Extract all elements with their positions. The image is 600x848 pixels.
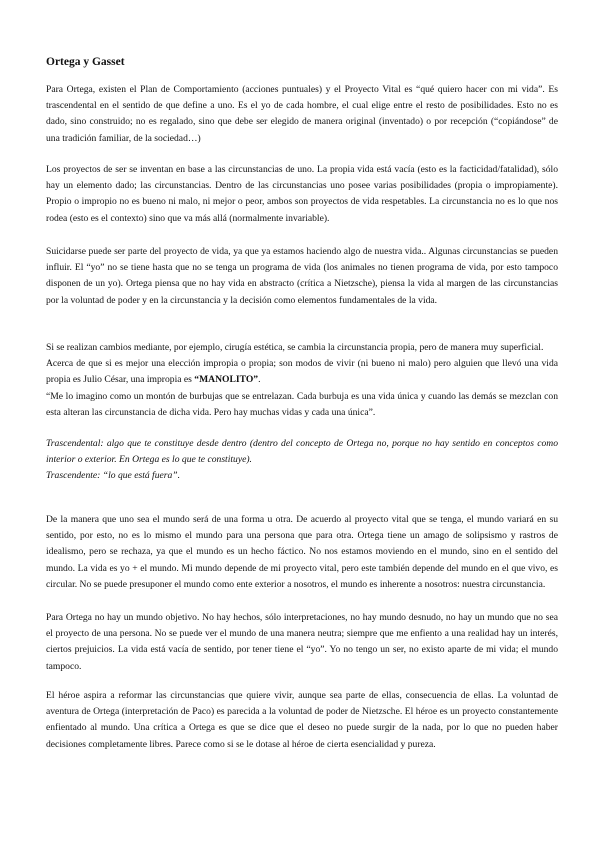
paragraph-mundo [46, 512, 558, 593]
paragraph-suicidio [46, 244, 558, 309]
inline-text: . [258, 374, 261, 386]
definition-trascendente: Trascendente: “lo que está fuera”. [46, 470, 181, 482]
bold-text: “MANOLITO” [194, 374, 259, 386]
paragraph-text: “Me lo imagino como un montón de burbujas que se entrelazan. Cada burbuja es una vida única y cuando las demás se mezclan con esta alteran las circunstancia de dicha vida. Pero hay muchas vidas y cada una única”. [46, 390, 558, 418]
paragraph-proyecto-vital [46, 82, 558, 147]
paragraph-text: Si se realizan cambios mediante, por ejemplo, cirugía estética, se cambia la circunstancia propia, pero de manera muy superficial. [46, 342, 544, 353]
definition-trascendental: Trascendental: algo que te constituye desde dentro (dentro del concepto de Ortega no, porque no hay sentido en conceptos como interior o exterior. En Ortega es lo que te constituye). [46, 438, 558, 466]
paragraph-text: Para Ortega, existen el Plan de Comportamiento (acciones puntuales) y el Proyecto Vital es “qué quiero hacer con mi vida”. Es trascendental en el sentido de que define a uno. Es el yo de cada hombre, el cual elige entre el resto de posibilidades. Esto no es dado, sino construido; no es regalado, sino que debe ser elegido de manera original (inventado) o por recepción (“copiándose” de una tradición familiar, de la sociedad…) [46, 84, 558, 144]
paragraph-text: Para Ortega no hay un mundo objetivo. No hay hechos, sólo interpretaciones, no hay mundo desnudo, no hay un mundo que no sea el proyecto de una persona. No se puede ver el mundo de una manera neutra; siempre que me enfiento a una realidad hay un interés, ciertos prejuicios. La vida está vacía de sentido, por tener tiene el “yo”. Yo no tengo un ser, no existo aparte de mi vida; el mundo tampoco. [46, 612, 558, 672]
paragraph-mundo-objetivo [46, 610, 558, 675]
paragraph-circunstancias [46, 162, 558, 227]
definitions [46, 436, 558, 485]
paragraph-cambios [46, 340, 558, 421]
paragraph-text: De la manera que uno sea el mundo será de una forma u otra. De acuerdo al proyecto vital que se tenga, el mundo variará en su sentido, por esto, no es lo mismo el mundo para una persona que para otra. Ortega tiene un amago de solipsismo y rastros de idealismo, pero se rechaza, ya que el mundo es un hecho fáctico. No nos estamos moviendo en el mundo, sino en el sentido del mundo. La vida es yo + el mundo. Mi mundo depende de mi proyecto vital, pero este también depende del mundo en el que vivo, es circular. No se puede presuponer el mundo como ente exterior a nosotros, el mundo es inherente a nosotros: nuestra circunstancia. [46, 514, 558, 590]
inline-text: Acerca de que si es mejor una elección impropia o propia; son modos de vivir (ni bueno ni malo) pero alguien que llevó una vida propia es Julio César, una impropia es [46, 358, 558, 386]
paragraph-heroe [46, 688, 558, 753]
paragraph-text [46, 356, 558, 388]
paragraph-text: El héroe aspira a reformar las circunstancias que quiere vivir, aunque sea parte de ellas, consecuencia de ellas. La voluntad de aventura de Ortega (interpretación de Paco) es parecida a la voluntad de poder de Nietzsche. El héroe es un proyecto constantemente enfientado al mundo. Una crítica a Ortega es que se dice que el deseo no puede surgir de la nada, por lo que no pueden haber decisiones completamente libres. Parece como si se le dotase al héroe de cierta esencialidad y pureza. [46, 690, 558, 750]
paragraph-text: Los proyectos de ser se inventan en base a las circunstancias de uno. La propia vida está vacía (esto es la facticidad/fatalidad), sólo hay un elemento dado; las circunstancias. Dentro de las circunstancias uno posee varias posibilidades (propia o impropiamente). Propio o impropio no es bueno ni malo, ni mejor o peor, ambos son proyectos de vida respetables. La circunstancia no es lo que nos rodea (esto es el contexto) sino que va más allá (normalmente invariable). [46, 164, 558, 224]
paragraph-text: Suicidarse puede ser parte del proyecto de vida, ya que ya estamos haciendo algo de nuestra vida.. Algunas circunstancias se pueden influir. El “yo” no se tiene hasta que no se tenga un programa de vida (los animales no tienen programa de vida, por esto tampoco disponen de un yo). Ortega piensa que no hay vida en abstracto (crítica a Nietzsche), piensa la vida al margen de las circunstancias por la voluntad de poder y en la circunstancia y la decisión como elementos fundamentales de la vida. [46, 246, 558, 306]
page-title: Ortega y Gasset [46, 56, 125, 68]
